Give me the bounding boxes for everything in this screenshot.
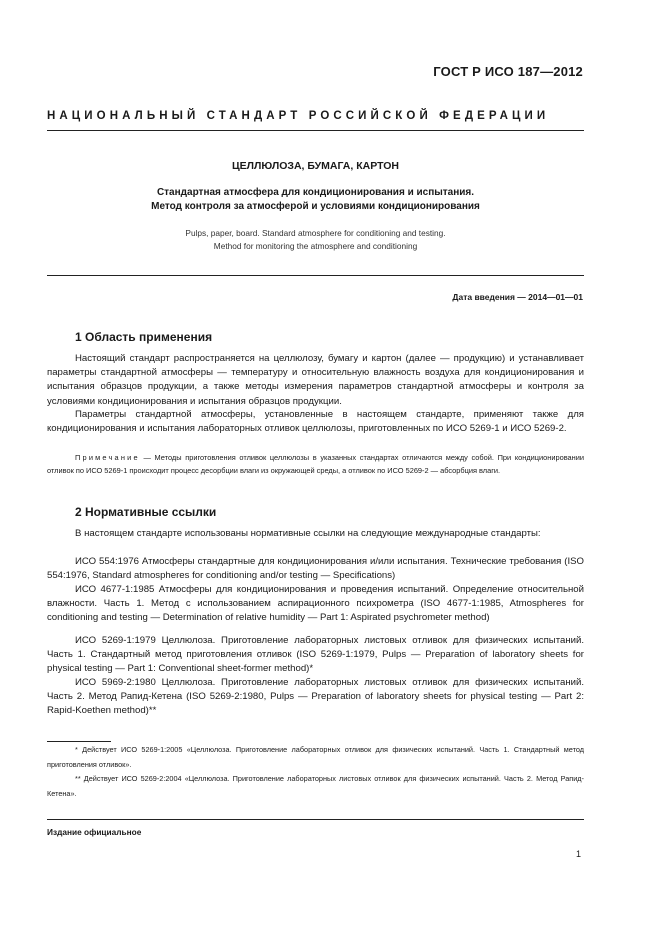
- document-subtitle-en: [47, 227, 584, 253]
- reference-iso-4677-1: ИСО 4677-1:1985 Атмосферы для кондиционирования и проведения испытаний. Определение относительной влажности. Часть 1. Метод с использованием аспирационного психрометра (ISO 4677-1:1985, Atmospheres for conditioning and testing — Determination of relative humidity — Part 1: Aspirated psychrometer method): [47, 584, 584, 624]
- section1-paragraph1: Настоящий стандарт распространяется на целлюлозу, бумагу и картон (далее — продукцию) и устанавливает параметры стандартной атмосферы — температуру и относительную влажность воздуха для кондиционирования и испытания образцов продукции, а также методы измерения параметров стандартной атмосферы и контроля за условиями кондиционирования и испытания образцов продукции.: [47, 353, 584, 407]
- national-standard-banner: НАЦИОНАЛЬНЫЙ СТАНДАРТ РОССИЙСКОЙ ФЕДЕРАЦИИ: [47, 110, 550, 122]
- header-rule: [47, 130, 584, 131]
- document-subtitle-ru: [47, 186, 584, 214]
- note-label: Примечание: [75, 453, 140, 462]
- introduction-date: Дата введения — 2014—01—01: [452, 292, 583, 302]
- title-rule: [47, 275, 584, 276]
- reference-iso-5269-1: ИСО 5269-1:1979 Целлюлоза. Приготовление лабораторных листовых отливок для физических испытаний. Часть 1. Стандартный метод приготовления отливок (ISO 5269-1:1979, Pulps — Preparation of laboratory sheets for physical testing — Part 1: Conventional sheet-former method)*: [47, 635, 584, 675]
- subtitle-en-line1: Pulps, paper, board. Standard atmosphere for conditioning and testing.: [185, 228, 446, 238]
- section1-paragraph2: Параметры стандартной атмосферы, установленные в настоящем стандарте, применяют также для кондиционирования и испытания лабораторных отливок целлюлозы, приготовленных по ИСО 5269-1 и ИСО 5269-2.: [47, 409, 584, 435]
- section1-note: [47, 451, 584, 477]
- footnote-1: * Действует ИСО 5269-1:2005 «Целлюлоза. Приготовление лабораторных отливок для физических испытаний. Часть 1. Стандартный метод приготовления отливок».: [47, 745, 584, 769]
- section2-intro: В настоящем стандарте использованы нормативные ссылки на следующие международные стандарты:: [75, 528, 541, 539]
- edition-label: Издание официальное: [47, 827, 142, 837]
- section2-heading: 2 Нормативные ссылки: [75, 505, 217, 519]
- footer-rule: [47, 819, 584, 820]
- document-title: ЦЕЛЛЮЛОЗА, БУМАГА, КАРТОН: [232, 160, 399, 172]
- standard-designation: ГОСТ Р ИСО 187—2012: [433, 64, 583, 79]
- note-text: — Методы приготовления отливок целлюлозы в указанных стандартах отличаются между собой. При кондиционировании отливок по ИСО 5269-1 происходит процесс десорбции влаги из окружающей среды, а отливок по ИСО 5269-2 — абсорбция влаги.: [47, 453, 584, 475]
- reference-iso-5269-2: ИСО 5969-2:1980 Целлюлоза. Приготовление лабораторных листовых отливок для физических испытаний. Часть 2. Метод Рапид-Кетена (ISO 5269-2:1980, Pulps — Preparation of laboratory sheets for physical testing — Part 2: Rapid-Koethen method)**: [47, 677, 584, 717]
- reference-iso-554: ИСО 554:1976 Атмосферы стандартные для кондиционирования и/или испытания. Технические требования (ISO 554:1976, Standard atmospheres for conditioning and/or testing — Specifications): [47, 556, 584, 582]
- subtitle-en-line2: Method for monitoring the atmosphere and conditioning: [213, 241, 418, 251]
- footnote-rule: [47, 741, 111, 742]
- section1-heading: 1 Область применения: [75, 330, 213, 344]
- footnote-2: ** Действует ИСО 5269-2:2004 «Целлюлоза. Приготовление лабораторных листовых отливок для физических испытаний. Часть 2. Метод Рапид-Кетена».: [47, 774, 584, 798]
- subtitle-ru-line1: Стандартная атмосфера для кондиционирования и испытания.: [156, 187, 475, 198]
- subtitle-ru-line2: Метод контроля за атмосферой и условиями кондиционирования: [151, 201, 480, 212]
- page-number: 1: [575, 849, 581, 859]
